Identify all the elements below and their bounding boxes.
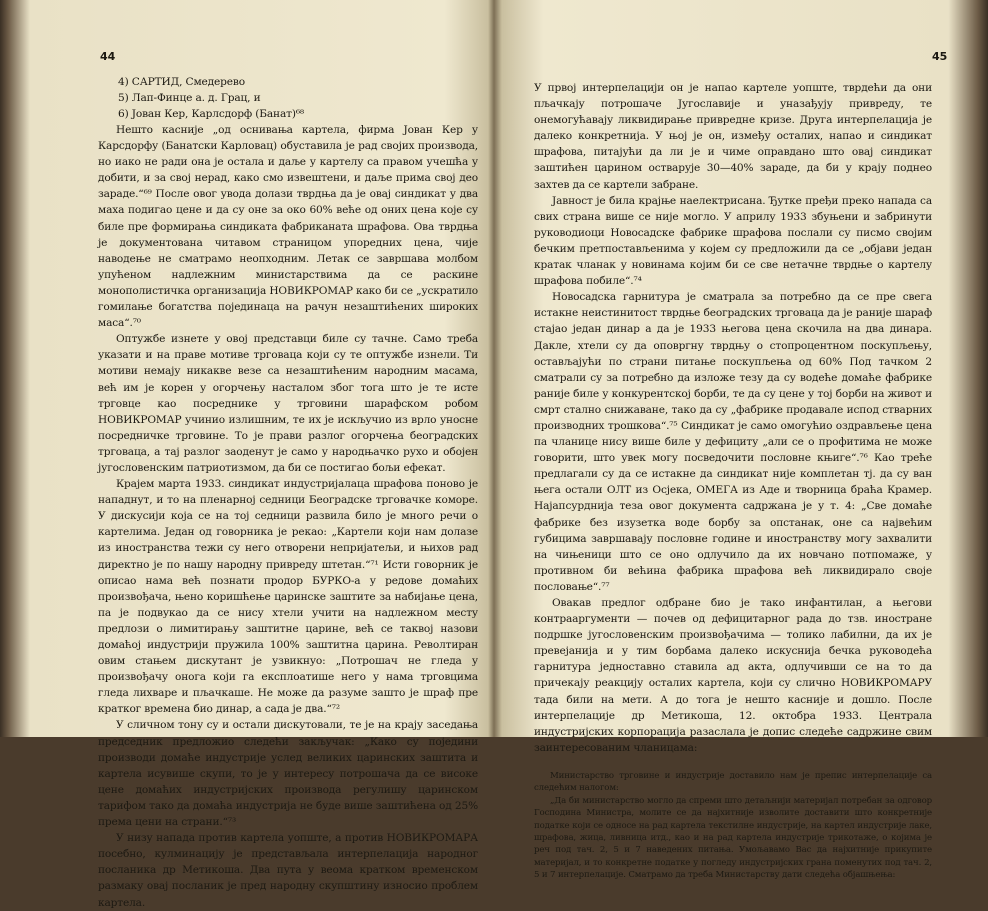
paragraph: У низу напада против картела уопште, а против НОВИКРОМАРА посебно, кулминацију је представљала интерпелација народног посланика др Метикоша. Два пута у веома кратком временском размаку овај посланик је пред народну скупштину износио проблем картела. [98,832,478,909]
page-number: 44 [100,50,116,63]
list-item: 5) Лап-Финце а. д. Грац, и [118,92,261,104]
list-item: 4) САРТИД, Смедерево [118,76,245,88]
firm-list [118,74,478,122]
paragraph: У сличном тону су и остали дискутовали, те је на крају заседања председник предложио следећи закључак: „Како су поједини производи домаће индустрије услед великих царинских заштита и картела исувише скупи, то је у интересу потрошача да се високе цене домаћих индустријских производа регулишу царинском тарифом тако да домаћа индустрија не буде више заштићена од 25% према цени на страни.“⁷³ [98,719,478,829]
quote-paragraph: Министарство трговине и индустрије доставило нам је препис интерпелације са следећим налогом: [534,770,932,794]
paragraph: Нешто касније „од оснивања картела, фирма Јован Кер у Карсдорфу (Банатски Карловац) обуставила је рад својих производа, но иако не ради она је остала и даље у картелу са правом учешћа у добити, и за свој нерад, како смо извештени, и даље прима свој део зараде.“⁶⁹ После овог увода долази тврдња да је овај синдикат у два маха подигао цене и да су оне за око 60% веће од оних цена које су биле пре формирања синдиката фабриканата шрафова. Ова тврдња је документована читавом страницом упоредних цена, чије наводење не сматрамо неопходним. Летак се завршава молбом упућеном надлежним министарствима да се раскине монополистичка организација НОВИКРОМАР како би се „ускратило гомилање богатства појединаца на рачун незаштићених широких маса“.⁷⁰ [98,124,478,330]
left-page-body [98,74,478,911]
list-item: 6) Јован Кер, Карлсдорф (Банат)⁶⁸ [118,108,305,120]
quoted-document [534,770,932,882]
paragraph: Овакав предлог одбране био је тако инфантилан, а његови контрааргументи — почев од дефицитарног рада до тзв. иностране подршке југословенским произвођачима — толико лабилни, да их је превејанија и у тим борбама далеко искуснија бечка руководећа гарнитура једноставно ставила ад акта, одлучивши се на то да причекају реакцију осталих картела, који су слично НОВИКРОМАРУ тада били на мети. А до тога је нешто касније и дошло. После интерпелације др Метикоша, 12. октобра 1933. Централа индустријских корпорација разаслала је допис следеће садржине свим заинтересованим чланицама: [534,597,932,754]
page-number: 45 [932,50,948,63]
right-page [512,0,962,881]
paragraph: Оптужбе изнете у овој представци биле су тачне. Само треба указати и на праве мотиве трговаца који су те оптужбе изнели. Ти мотиви немају никакве везе са незаштићеним народним масама, већ им је корен у огорчењу насталом због тога што је те исте трговце као посреднике у трговини шарафском робом НОВИКРОМАР учинио излишним, те их је искључио из врло уносне посредничке трговине. То је прави разлог огорчења београдских трговаца, а тај разлог заоденут је само у народњачко рухо и обојен југословенским патриотизмом, да би се постигао бољи ефекат. [98,333,478,474]
right-page-body [534,80,932,882]
paragraph: Новосадска гарнитура је сматрала за потребно да се пре свега истакне неистинитост тврдње београдских трговаца да је раније шараф стајао један динар а да је 1933 његова цена скочила на два динара. Дакле, хтели су да оповргну тврдњу о стопроцентном поскупљењу, остављајући по страни питање поскупљења од 60% Под тачком 2 сматрали су за потребно да изложе тезу да су водеће домаће фабрике раније биле у конкурентској борби, те да су цене у тој борби на живот и смрт стално снижаване, тако да су „фабрике продавале испод стварних производних трошкова“.⁷⁵ Синдикат је само омогућио оздрављење цена па чланице нису више биле у дефициту „али се о профитима не може говорити, што увек могу посведочити пословне књиге“.⁷⁶ Као треће предлагали су да се истакне да синдикат није комплетан тј. да су ван њега остали ОЛТ из Осјека, ОМЕГА из Аде и творница браћа Крамер. Најапсурднија теза овог документа садржана је у т. 4: „Све домаће фабрике без изузетка воде борбу за опстанак, оне са највећим губицима завршавају пословне године и иностранству могу захвалити на чињеници што се оно одлучило да их новчано потпомаже, у противном би већина фабрика шрафова већ ликвидирало своје пословање“.⁷⁷ [534,291,932,593]
paragraph: Јавност је била крајње наелектрисана. Ђутке пређи преко напада са свих страна више се није могло. У априлу 1933 збуњени и забринути руководиоци Новосадске фабрике шрафова послали су писмо својим бечким претпостављенима у којем су предложили да се „објави један кратак чланак у новинама којим би се све нетачне тврдње о картелу шрафова побиле“.⁷⁴ [534,194,932,288]
paragraph: У првој интерпелацији он је напао картеле уопште, тврдећи да они пљачкају потрошаче Југославије и уназађују привреду, те онемогућавају ликвидирање привредне кризе. Друга интерпелација је далеко конкретнија. У њој је он, између осталих, напао и синдикат шрафова, питајући да ли је и чиме оправдано што овај синдикат заштићен царином оствaрује 30—40% зараде, да би у крају поднео захтев да се картели забране. [534,82,932,191]
paragraph: Крајем марта 1933. синдикат индустријалаца шрафова поново је нападнут, и то на пленарној седници Београдске трговачке коморе. У дискусији која се на тој седници развила било је много речи о картелима. Један од говорника је рекао: „Картели који нам долазе из иностранства тежи су него отворени непријатељи, и њихов рад директно је по нашу народну привреду штетан.“⁷¹ Исти говорник је описао нама већ познати продор БУРКО-а у редове домаћих произвођача, њено коришћење царинске заштите за набијање цена, па је подвукао да се нису хтели учити на надлежном месту предлози о лимитирању заштитне царине, већ се таквој назови домаћој индустрији пружила 100% заштитна царина. Револтиран овим стањем дискутант је узвикнуо: „Потрошач не гледа у произвођачу оногa који га експлоатише него у нама трговцима гледа лихваре и пљачкаше. Не може да разуме зашто је шраф пре кратког времена био динар, а сада је два.“⁷² [98,478,478,716]
quote-paragraph: „Да би министарство могло да спреми што детаљнији материјал потребан за одговор Господина Министра, молите се да најхитније изволите доставити што конкретније податке који се односе на рад картела текстилне индустрије, на картел индустрије лаке, шрафова, жица, ливница итд., као и на рад картела индустрије трикотаже, о којима је реч под тач. 2, 5 и 7 наведених питања. Умољавамо Вас да најхитније прикупите материјал, и то конкретне податке у погледу индустријских грана поменутих под тач. 2, 5 и 7 интерпелације. Сматрамо да треба Министарству дати следећа објашњења: [534,795,932,881]
left-page [28,0,488,909]
